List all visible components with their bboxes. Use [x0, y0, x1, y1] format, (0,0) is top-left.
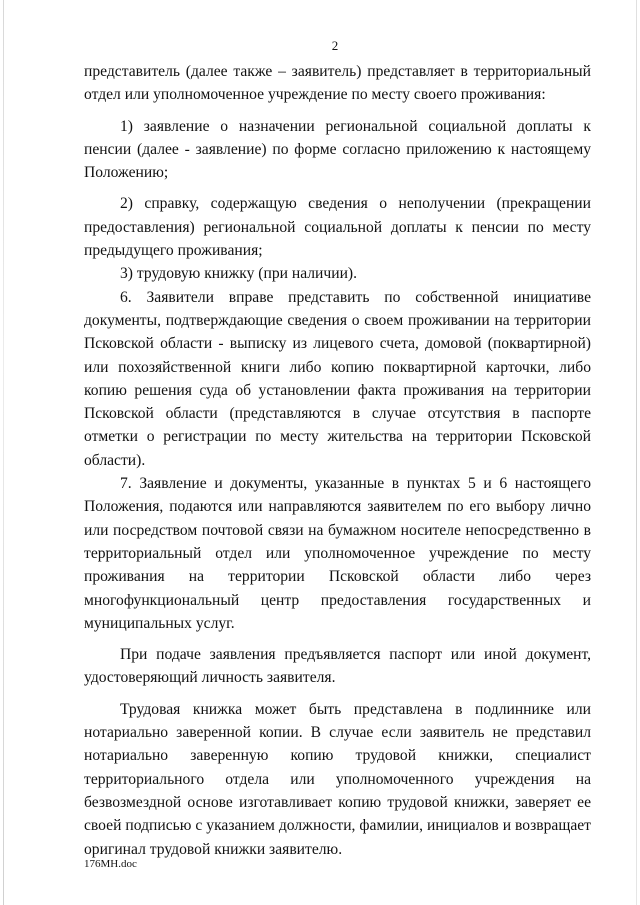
paragraph-passport: При подаче заявления предъявляется паспорт или иной документ, удостоверяющий личность заявителя. [84, 646, 591, 687]
paragraph-intro: представитель (далее также – заявитель) представляет в территориальный отдел или уполномоченное учреждение по месту своего проживания: [84, 63, 591, 104]
paragraph-work-book: Трудовая книжка может быть представлена в подлиннике или нотариально заверенной копии. В случае если заявитель не представил нотариально заверенную копию трудовой книжки, специалист территориального отдела или уполномоченного учреждения на безвозмездной основе изготавливает копию трудовой книжки, заверяет ее своей подписью с указанием должности, фамилии, инициалов и возвращает оригинал трудовой книжки заявителю. [84, 700, 591, 858]
footer-filename: 176МН.doc [84, 858, 137, 870]
scan-edge-right [636, 0, 637, 905]
paragraph-item-2: 2) справку, содержащую сведения о неполучении (прекращении предоставления) региональной социальной доплаты к пенсии по месту предыдущего проживания; [84, 195, 591, 260]
paragraph-point-7: 7. Заявление и документы, указанные в пунктах 5 и 6 настоящего Положения, подаются или направляются заявителем по его выбору лично или посредством почтовой связи на бумажном носителе непосредственно в территориальный отдел или уполномоченное учреждение по месту проживания на территории Псковской области либо через многофункциональный центр предоставления государственных и муниципальных услуг. [84, 475, 591, 632]
paragraph-item-1: 1) заявление о назначении региональной социальной доплаты к пенсии (далее - заявление) по форме согласно приложению к настоящему Положению; [84, 117, 591, 182]
paragraph-item-3: 3) трудовую книжку (при наличии). [120, 265, 358, 283]
scan-edge-left [3, 0, 4, 905]
page-number: 2 [331, 38, 339, 53]
paragraph-point-6: 6. Заявители вправе представить по собственной инициативе документы, подтверждающие сведения о своем проживании на территории Псковской области - выписку из лицевого счета, домовой (поквартирной) или похозяйственной книги либо копию поквартирной карточки, либо копию решения суда об установлении факта проживания на территории Псковской области (представляются в случае отсутствия в паспорте отметки о регистрации по месту жительства на территории Псковской области). [84, 288, 591, 469]
document-body [84, 60, 591, 861]
